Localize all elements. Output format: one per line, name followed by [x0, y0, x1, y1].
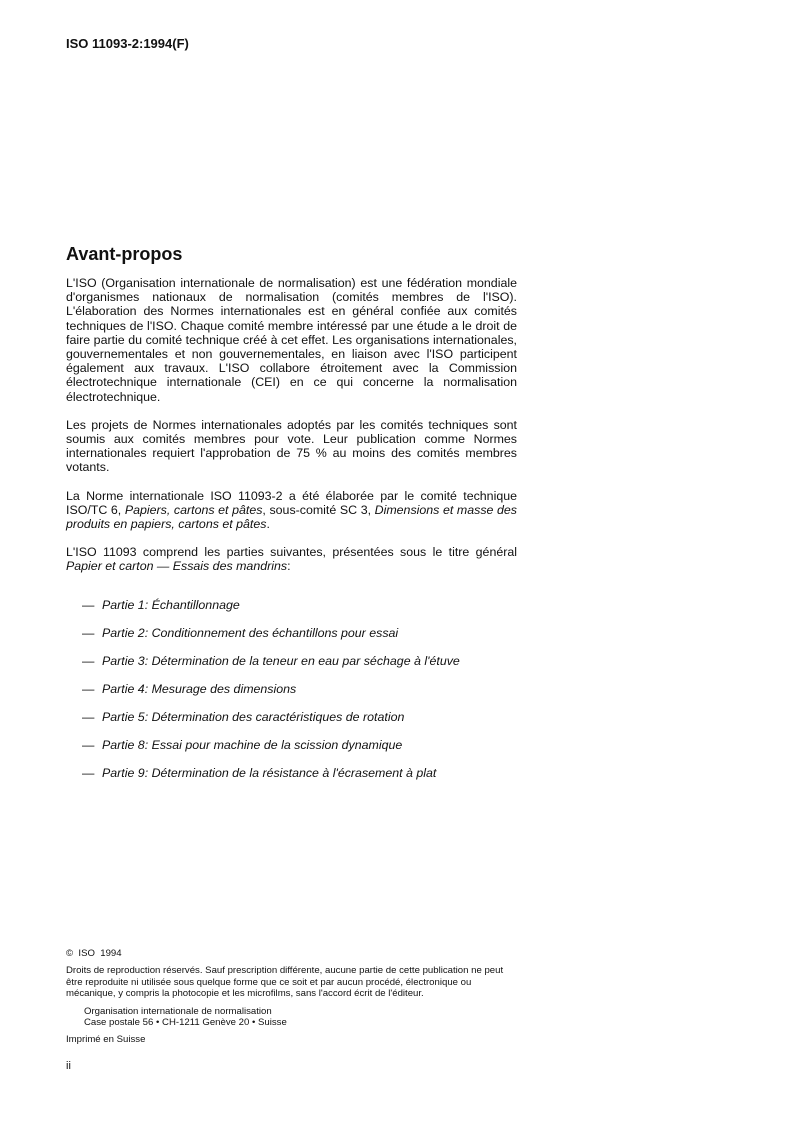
- text: , sous-comité SC 3,: [262, 502, 375, 517]
- italic-text: Papier et carton — Essais des mandrins: [66, 559, 288, 574]
- dash: —: [82, 682, 95, 696]
- org-address: Case postale 56 • CH-1211 Genève 20 • Suisse: [84, 1017, 287, 1029]
- italic-text: Papiers, cartons et pâtes: [124, 502, 263, 517]
- part-label: Partie 3: Détermination de la teneur en eau par séchage à l'étuve: [102, 654, 460, 668]
- text: L'ISO 11093 comprend les parties suivantes, présentées sous le titre général: [66, 545, 517, 560]
- paragraph: [66, 276, 517, 404]
- part-label: Partie 4: Mesurage des dimensions: [102, 682, 297, 696]
- text: L'ISO (Organisation internationale de normalisation) est une fédération mondiale d'organismes nationaux de normalisation (comités membres de l'ISO). L'élaboration des Normes internationales est en général confiée aux comités techniques de l'ISO. Chaque comité membre intéressé par une étude a le droit de faire partie du comité technique créé à cet effet. Les organisations internationales, gouvernementales et non gouvernementales, en liaison avec l'ISO participent également aux travaux. L'ISO collabore étroitement avec la Commission électrotechnique internationale (CEI) en ce qui concerne la normalisation électrotechnique.: [66, 276, 517, 404]
- text: :: [287, 559, 291, 574]
- section-title: Avant-propos: [66, 244, 183, 264]
- list-item: [82, 598, 460, 626]
- dash: —: [82, 626, 95, 640]
- copyright-line: © ISO 1994: [66, 948, 122, 959]
- document-header: ISO 11093-2:1994(F): [66, 36, 189, 51]
- foreword-body: [66, 276, 517, 588]
- dash: —: [82, 710, 95, 724]
- org-name: Organisation internationale de normalisation: [84, 1005, 272, 1017]
- dash: —: [82, 738, 95, 752]
- part-label: Partie 9: Détermination de la résistance à l'écrasement à plat: [102, 766, 437, 780]
- italic-text: Dimensions et masse des produits en papiers, cartons et pâtes: [66, 502, 517, 532]
- dash: —: [82, 654, 95, 668]
- copyright-footer: [66, 948, 517, 1052]
- part-label: Partie 5: Détermination des caractéristiques de rotation: [102, 710, 405, 724]
- part-label: Partie 1: Échantillonnage: [102, 598, 240, 612]
- paragraph: [66, 489, 517, 532]
- page-number: ii: [66, 1060, 71, 1072]
- parts-list: [82, 598, 460, 794]
- dash: —: [82, 766, 95, 780]
- dash: —: [82, 598, 95, 612]
- list-item: [82, 626, 460, 654]
- part-label: Partie 8: Essai pour machine de la scission dynamique: [102, 738, 403, 752]
- list-item: [82, 710, 460, 738]
- printed-in: Imprimé en Suisse: [66, 1034, 146, 1046]
- paragraph: [66, 418, 517, 475]
- rights-text: Droits de reproduction réservés. Sauf prescription différente, aucune partie de cette publication ne peut être reproduite ni utilisée sous quelque forme que ce soit et par aucun procédé, électronique ou mécanique, y compris la photocopie et les microfilms, sans l'accord écrit de l'éditeur.: [66, 965, 504, 1000]
- text: Les projets de Normes internationales adoptés par les comités techniques sont soumis aux comités membres pour vote. Leur publication comme Normes internationales requiert l'approbation de 75 % au moins des comités membres votants.: [66, 417, 517, 475]
- list-item: [82, 682, 460, 710]
- text: La Norme internationale ISO 11093-2 a été élaborée par le comité technique ISO/TC 6,: [66, 488, 517, 517]
- list-item: [82, 766, 460, 794]
- list-item: [82, 654, 460, 682]
- text: .: [266, 517, 270, 532]
- part-label: Partie 2: Conditionnement des échantillons pour essai: [102, 626, 399, 640]
- paragraph: [66, 545, 517, 573]
- list-item: [82, 738, 460, 766]
